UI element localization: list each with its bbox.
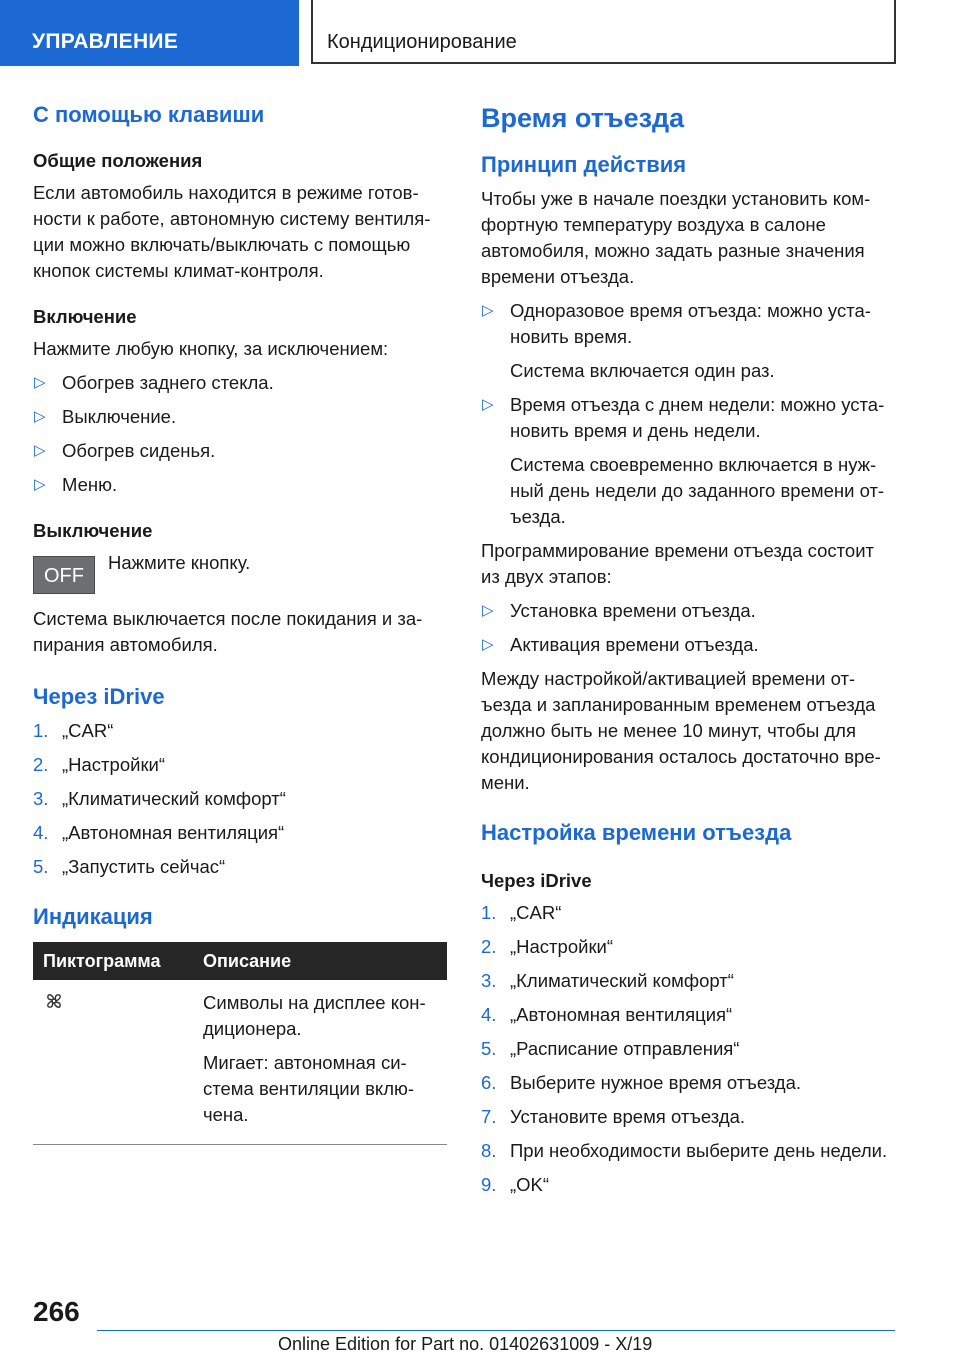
list-item: 4. „Автономная вентиляция“ (33, 822, 285, 843)
list-item: 2. „Настройки“ (481, 936, 614, 957)
fan-icon (43, 990, 65, 1012)
list-item: 4. „Автономная вентиляция“ (481, 1004, 733, 1025)
triangle-bullet-icon: ▷ (34, 442, 46, 459)
list-item: ▷ Установка времени отъезда. (481, 598, 895, 624)
footer-divider (97, 1330, 895, 1331)
exception-list (33, 370, 447, 498)
departure-types-list (481, 392, 895, 444)
list-item: ▷ Обогрев заднего стекла. (33, 370, 447, 396)
list-item: 1. „CAR“ (33, 720, 114, 741)
left-column (33, 100, 447, 1145)
list-item: ▷ Выключение. (33, 404, 447, 430)
pictogram-cell (33, 980, 193, 1145)
triangle-bullet-icon: ▷ (34, 408, 46, 425)
triangle-bullet-icon: ▷ (482, 396, 494, 413)
list-item: ▷ Активация времени отъезда. (481, 632, 895, 658)
list-item: ▷ Одноразовое время отъезда: можно уста-новить время. (482, 300, 871, 347)
indication-table (33, 942, 447, 1145)
triangle-bullet-icon: ▷ (34, 374, 46, 391)
triangle-bullet-icon: ▷ (482, 602, 494, 619)
list-item: 7. Установите время отъезда. (481, 1106, 746, 1127)
list-item: 5. „Расписание отправления“ (481, 1038, 740, 1059)
between-text: Между настройкой/активацией времени от-ъезда и запланированным временем отъезда должно быть не менее 10 минут, чтобы для кондиционирования осталось достаточно вре-мени. (481, 668, 881, 793)
list-item: 5. „Запустить сейчас“ (33, 856, 226, 877)
list-item: 3. „Климатический комфорт“ (481, 970, 734, 991)
triangle-bullet-icon: ▷ (34, 476, 46, 493)
heading-setting: Настройка времени отъезда (481, 820, 792, 845)
heading-key: С помощью клавиши (33, 102, 265, 127)
list-item: 2. „Настройки“ (33, 754, 166, 775)
heading-general: Общие положения (33, 150, 203, 171)
programming-text: Программирование времени отъезда состоит из двух этапов: (481, 540, 874, 587)
list-item: ▷ Обогрев сиденья. (33, 438, 447, 464)
heading-on: Включение (33, 306, 137, 327)
list-item: ▷ Время отъезда с днем недели: можно уста-новить время и день недели. (482, 394, 885, 441)
chapter-title: Кондиционирование (327, 31, 517, 53)
departure-types-list (481, 298, 895, 350)
heading-principle: Принцип действия (481, 152, 687, 177)
general-text: Если автомобиль находится в режиме готов-ности к работе, автономную систему вентиля-ции можно включать/выключать с помощью кнопок системы климат-контроля. (33, 182, 431, 281)
triangle-bullet-icon: ▷ (482, 636, 494, 653)
principle-text: Чтобы уже в начале поездки установить ком-фортную температуру воздуха в салоне автомобиля, можно задать разные значения времени отъезда. (481, 188, 871, 287)
heading-idrive-right: Через iDrive (481, 870, 592, 891)
edition-text: Online Edition for Part no. 01402631009 - X/19 (278, 1334, 653, 1354)
list-item: 6. Выберите нужное время отъезда. (481, 1072, 801, 1093)
off-text: Нажмите кнопку. (108, 552, 251, 573)
section-tab (0, 0, 299, 66)
sub-text: Система включается один раз. (510, 360, 775, 381)
heading-off: Выключение (33, 520, 153, 541)
description-cell (193, 980, 447, 1145)
table-header-description: Описание (193, 942, 447, 980)
heading-indication: Индикация (33, 904, 153, 929)
on-text: Нажмите любую кнопку, за исключением: (33, 338, 389, 359)
table-row (33, 980, 447, 1145)
sub-text: Система своевременно включается в нуж-ный день недели до заданного времени от-ъезда. (510, 454, 885, 527)
off-instruction (33, 550, 447, 596)
triangle-bullet-icon: ▷ (482, 302, 494, 319)
description-text: Символы на дисплее кон-диционера. (203, 992, 426, 1039)
list-item: 8. При необходимости выберите день недели. (481, 1140, 888, 1161)
idrive-steps (33, 718, 447, 880)
list-item: 9. „OK“ (481, 1174, 550, 1195)
page-number: 266 (33, 1296, 80, 1327)
list-item: ▷ Меню. (33, 472, 447, 498)
off-after-text: Система выключается после покидания и за-пирания автомобиля. (33, 608, 423, 655)
section-title: УПРАВЛЕНИЕ (32, 30, 179, 53)
right-column (481, 100, 895, 1206)
setting-steps (481, 900, 895, 1198)
heading-departure: Время отъезда (481, 103, 685, 133)
list-item: 3. „Климатический комфорт“ (33, 788, 286, 809)
heading-idrive: Через iDrive (33, 684, 165, 709)
off-button-pictogram: OFF (33, 556, 95, 594)
stages-list (481, 598, 895, 658)
table-header-pictogram: Пиктограмма (33, 942, 193, 980)
description-text: Мигает: автономная си-стема вентиляции вклю-чена. (203, 1052, 415, 1125)
chapter-tab (311, 0, 896, 64)
list-item: 1. „CAR“ (481, 902, 562, 923)
